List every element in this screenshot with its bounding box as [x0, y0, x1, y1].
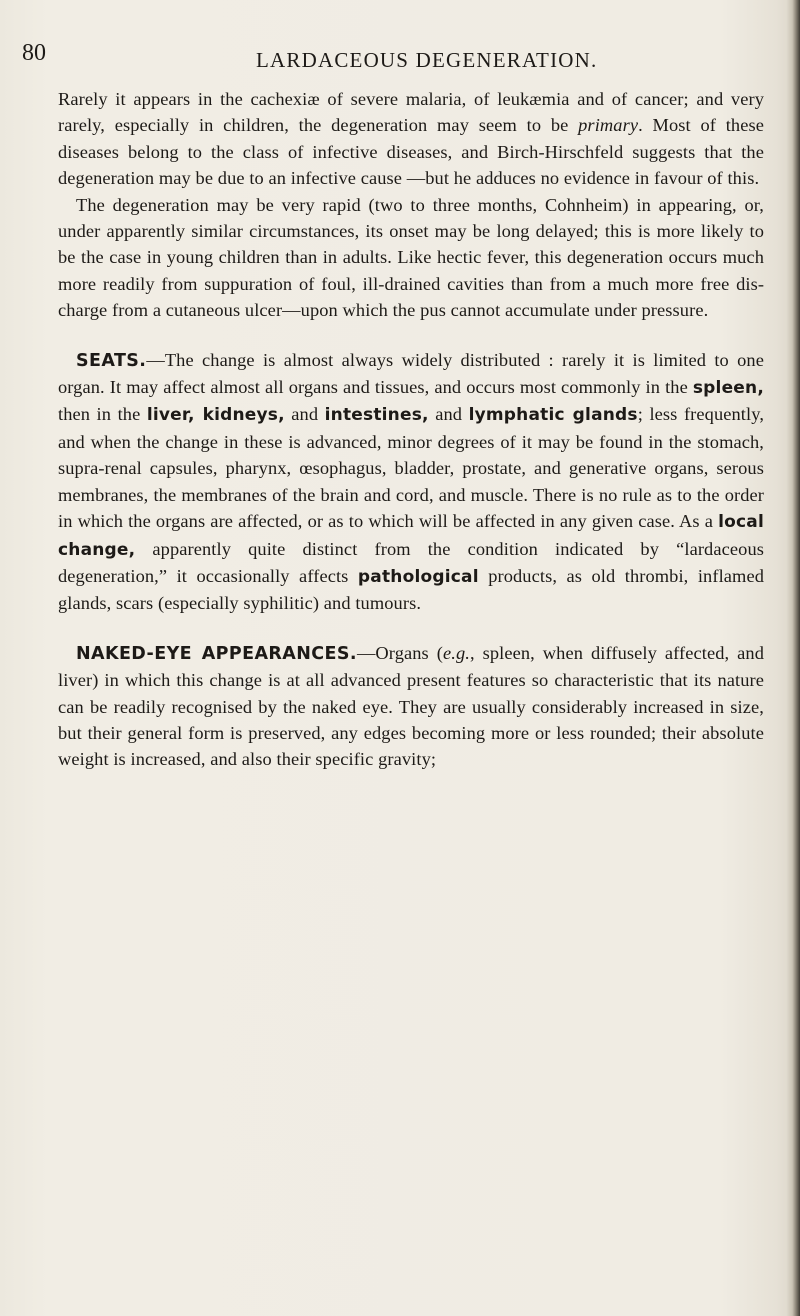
text-run: ; less frequently, and when the change in these is advanced, minor degrees of it may be found in the stomach, supra-renal capsules, pharynx, œsophagus, bladder, prostate, and generative organs, serous membranes, the membranes of the brain and cord, and muscle. There is no rule as to the order in which the organs are affected, or as to which will be affected in any given case. As a: [58, 404, 765, 532]
paragraph-naked-eye: [58, 640, 764, 773]
text-run: —The change is almost always widely distributed : rarely it is limited to one organ. It may affect almost all organs and tissues, and occurs most commonly in the: [58, 349, 764, 398]
text-run: —Organs (: [356, 642, 443, 663]
term-pathological: pathological: [357, 566, 479, 587]
page-edge-shadow: [786, 0, 800, 1316]
paragraph-seats: [58, 347, 764, 617]
running-title: LARDACEOUS DEGENERATION.: [256, 48, 598, 72]
text-run: then in the: [58, 404, 147, 425]
text-run: apparently quite distinct from the condition indicated by “lardaceous degeneration,” it occasionally affects: [58, 538, 764, 586]
text-run: and: [428, 404, 469, 425]
emphasis-primary: primary: [578, 115, 639, 136]
text-run: Rarely it appears in the cachexiæ of severe malaria, of leukæmia and of cancer; and very rarely, especially in children, the degeneration may seem to be: [58, 89, 764, 136]
page-number: 80: [22, 40, 46, 66]
text-run: products, as old thrombi, inflamed glands, scars (especially syphilitic) and tumours.: [58, 565, 765, 614]
term-intestines: intestines,: [324, 405, 429, 426]
emphasis-eg: e.g.: [442, 642, 470, 663]
term-lymphatic-glands: lymphatic glands: [468, 405, 638, 426]
text-run: and: [284, 404, 325, 425]
paragraph-onset: The degeneration may be very rapid (two to three months, Cohnheim) in appearing, or, under apparently similar circumstances, its onset may be long delayed; this is more likely to be the case in young children than in adults. Like hectic fever, this degeneration occurs much more readily from suppuration of foul, ill-drained cavities than from a much more free discharge from a cutaneous ulcer—upon which the pus cannot accumulate under pressure.: [58, 194, 764, 321]
section-heading-naked-eye: NAKED-EYE APPEARANCES.: [76, 643, 357, 664]
body-text: [58, 86, 764, 773]
paragraph-causes: [58, 86, 764, 192]
term-local-change: local change,: [58, 512, 764, 560]
text-run: , spleen, when diffusely affected, and liver) in which this change is at all advanced present features so characteristic that its nature can be readily recognised by the naked eye. They are usually considerably increased in size, but their general form is preserved, any edges becoming more or less rounded; their absolute weight is increased, and also their specific gravity;: [58, 642, 764, 770]
section-heading-seats: SEATS.: [76, 350, 147, 371]
text-run: . Most of these diseases belong to the class of infective diseases, and Birch-Hirschfeld suggests that the degeneration may be due to an infective cause —but he adduces no evidence in favour of this.: [58, 115, 764, 189]
term-liver-kidneys: liver, kidneys,: [146, 405, 285, 426]
term-spleen: spleen,: [692, 378, 764, 399]
